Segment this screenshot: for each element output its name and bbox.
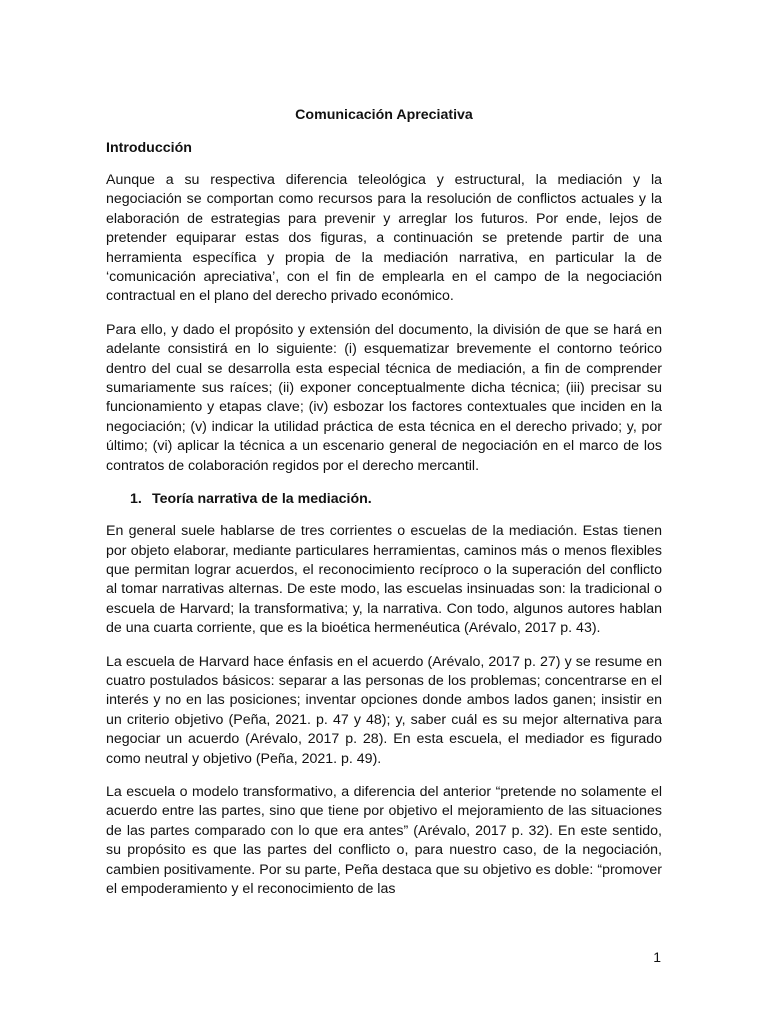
document-body	[106, 106, 662, 913]
page-number: 1	[653, 949, 661, 965]
section-1-heading	[106, 490, 662, 509]
document-title: Comunicación Apreciativa	[295, 107, 473, 123]
paragraph: Para ello, y dado el propósito y extensión del documento, la división de que se hará en adelante consistirá en lo siguiente: (i) esquematizar brevemente el contorno teórico dentro del cual se desarrolla esta especial técnica de mediación, a fin de comprender sumariamente sus raíces; (ii) exponer conceptualmente dicha técnica; (iii) precisar su funcionamiento y etapas clave; (iv) esbozar los factores contextuales que inciden en la negociación; (v) indicar la utilidad práctica de esta técnica en el derecho privado; y, por último; (vi) aplicar la técnica a un escenario general de negociación en el marco de los contratos de colaboración regidos por el derecho mercantil.	[106, 321, 662, 474]
paragraph: Aunque a su respectiva diferencia teleológica y estructural, la mediación y la negociación se comportan como recursos para la resolución de conflictos actuales y la elaboración de estrategias para prevenir y arreglar los futuros. Por ende, lejos de pretender equiparar estas dos figuras, a continuación se pretende partir de una herramienta específica y propia de la mediación narrativa, en particular la de ‘comunicación apreciativa’, con el fin de emplearla en el campo de la negociación contractual en el plano del derecho privado económico.	[106, 172, 662, 305]
paragraph: En general suele hablarse de tres corrientes o escuelas de la mediación. Estas tienen por objeto elaborar, mediante particulares herramientas, caminos más o menos flexibles que permitan lograr acuerdos, el reconocimiento recíproco o la superación del conflicto al tomar narrativas alternas. De este modo, las escuelas insinuadas son: la tradicional o escuela de Harvard; la transformativa; y, la narrativa. Con todo, algunos autores hablan de una cuarta corriente, que es la bioética hermenéutica (Arévalo, 2017 p. 43).	[106, 523, 662, 637]
introduction-heading: Introducción	[106, 140, 192, 156]
paragraph: La escuela de Harvard hace énfasis en el acuerdo (Arévalo, 2017 p. 27) y se resume en cuatro postulados básicos: separar a las personas de los problemas; concentrarse en el interés y no en las posiciones; inventar opciones donde ambos lados ganen; insistir en un criterio objetivo (Peña, 2021. p. 47 y 48); y, saber cuál es su mejor alternativa para negociar un acuerdo (Arévalo, 2017 p. 28). En esta escuela, el mediador es figurado como neutral y objetivo (Peña, 2021. p. 49).	[106, 653, 662, 767]
paragraph: La escuela o modelo transformativo, a diferencia del anterior “pretende no solamente el acuerdo entre las partes, sino que tiene por objetivo el mejoramiento de las situaciones de las partes comparado con lo que era antes” (Arévalo, 2017 p. 32). En este sentido, su propósito es que las partes del conflicto o, para nuestro caso, de la negociación, cambien positivamente. Por su parte, Peña destaca que su objetivo es doble: “promover el empoderamiento y el reconocimiento de las	[106, 783, 662, 897]
section-title: Teoría narrativa de la mediación.	[152, 491, 372, 508]
section-number: 1.	[130, 491, 142, 508]
